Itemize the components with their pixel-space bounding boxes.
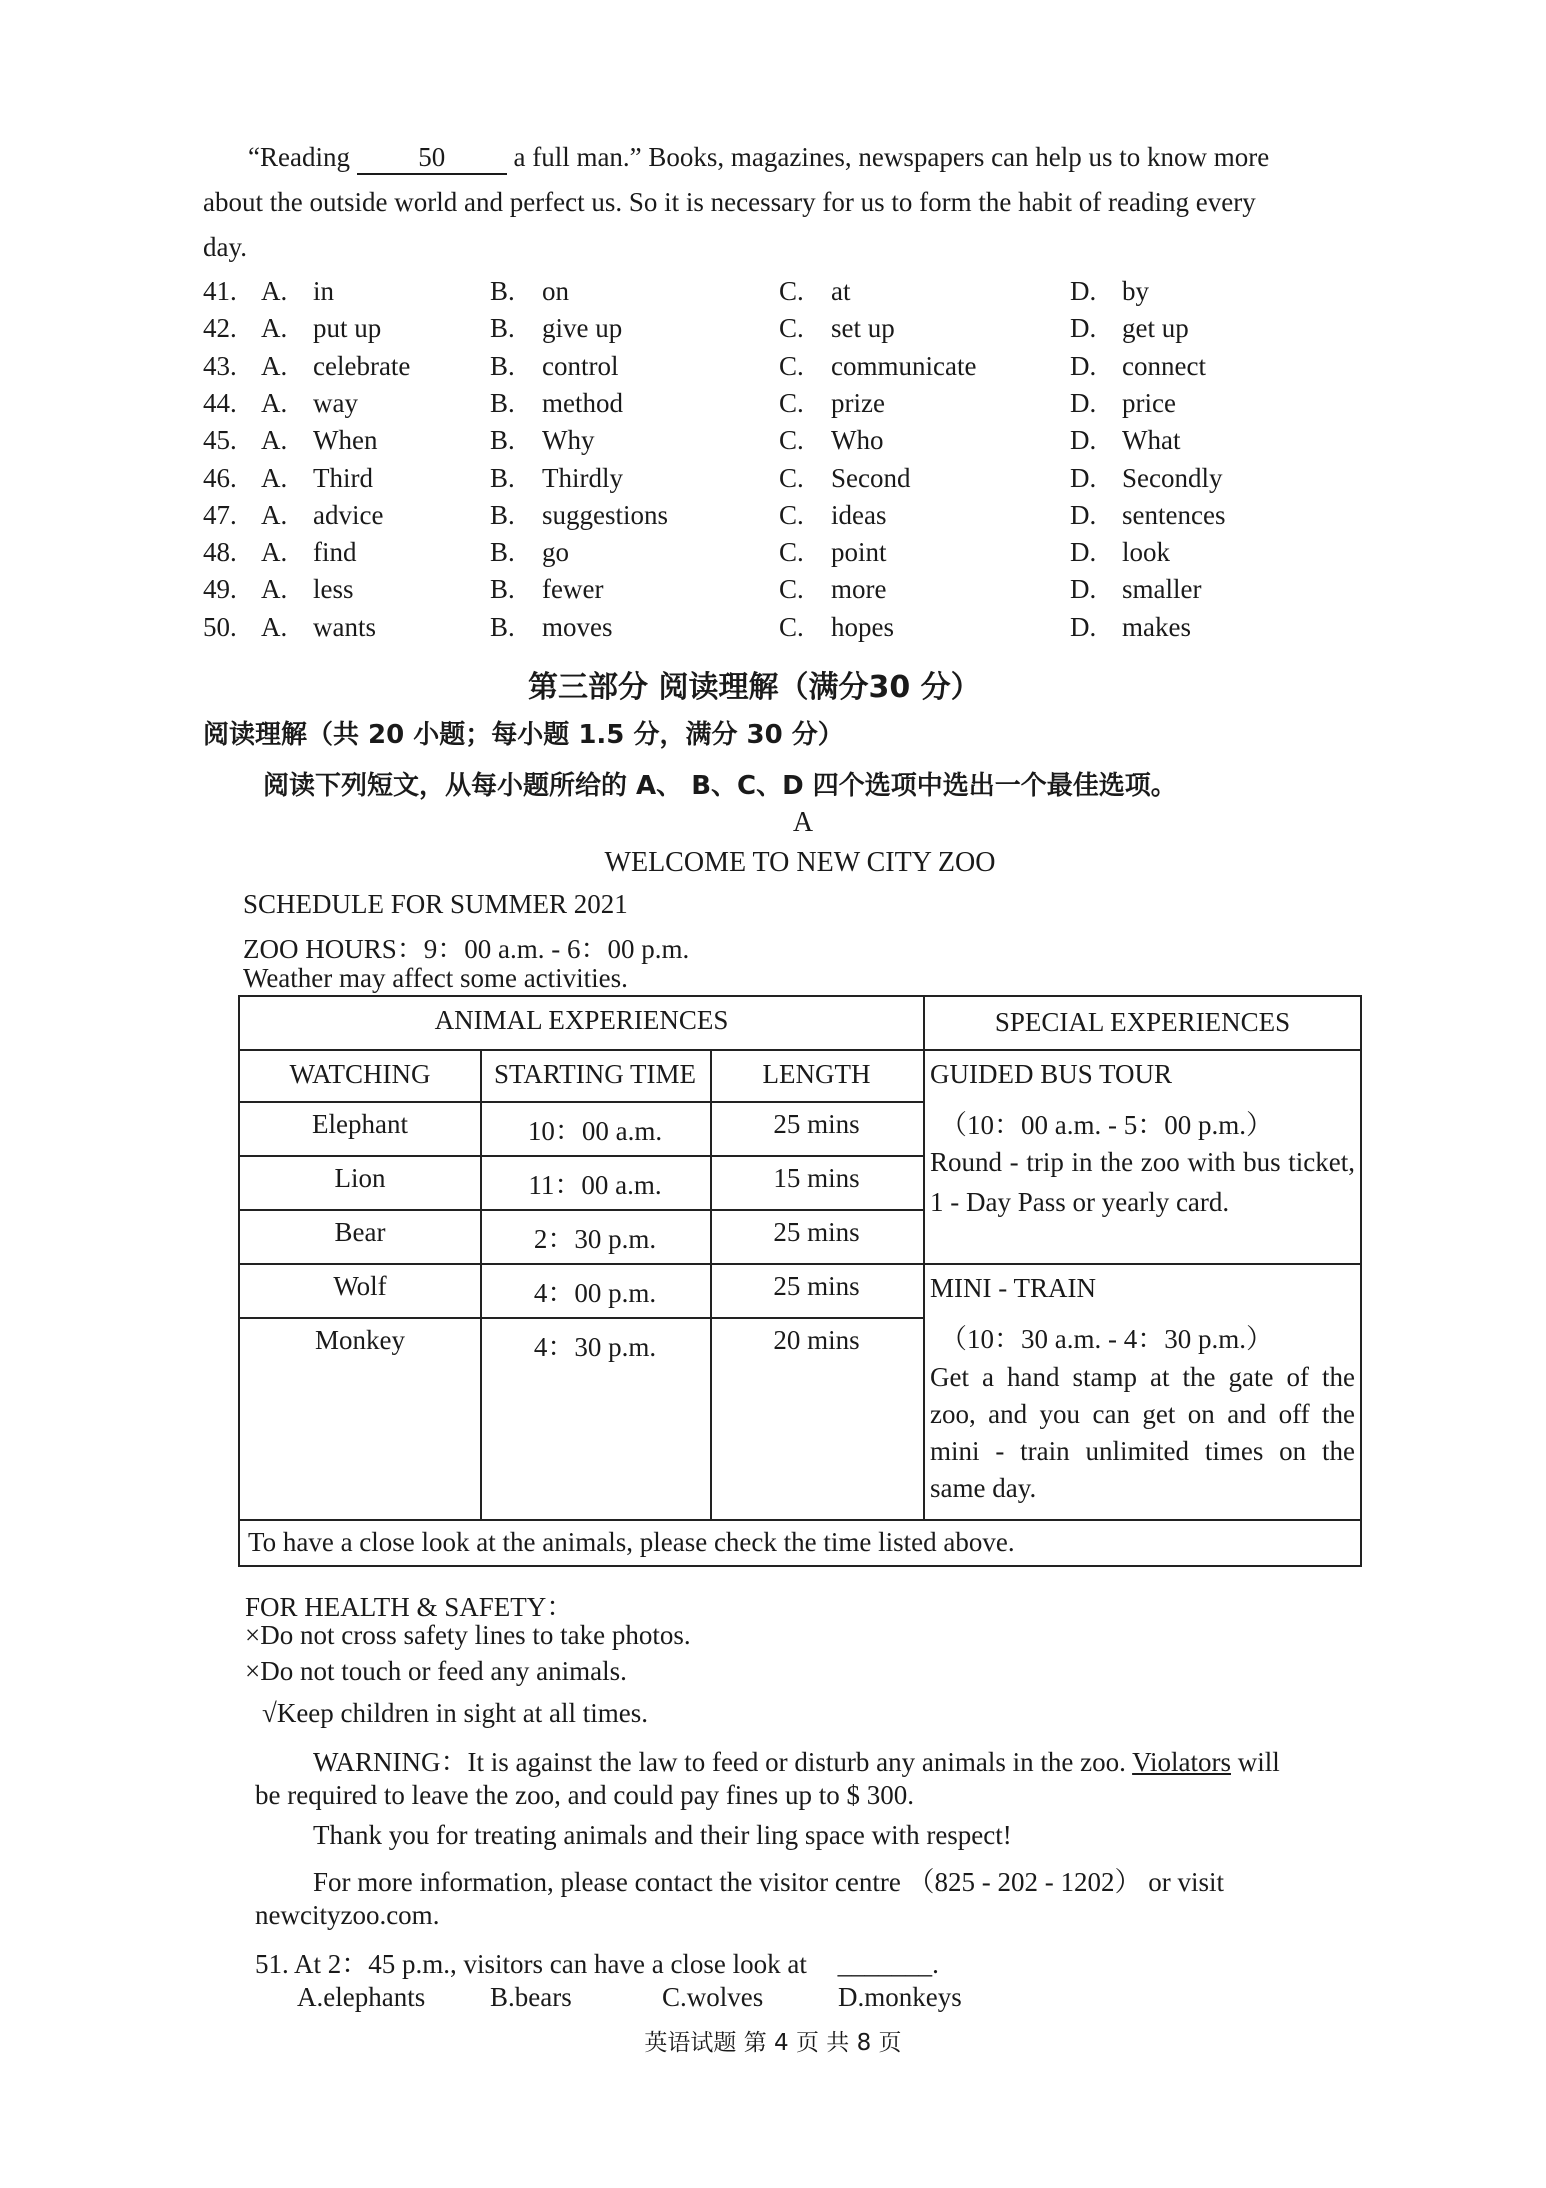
option-text: smaller [1122,574,1202,605]
question-row [203,612,1403,649]
starting-time: 10：00 a.m. [527,1116,663,1146]
option-letter: D. [1070,313,1097,344]
option-letter: A. [261,387,288,418]
mini-train-desc: Get a hand stamp at the gate of the zoo, and you can get on and off the mini - train unlimited times on the same day. [930,1362,1355,1503]
option-a [261,351,410,382]
option-letter: A. [261,537,288,568]
option-text: give up [542,313,623,344]
option-letter: C. [779,574,804,605]
option-b [490,388,623,419]
starting-time: 11：00 a.m. [528,1170,662,1200]
warning-text-end: will [1230,1747,1280,1777]
question-row [203,351,1403,388]
table-footnote: To have a close look at the animals, please check the time listed above. [248,1527,1015,1557]
option-b [490,351,618,382]
blank-number: 50 [418,142,446,172]
option-letter: B. [490,313,515,344]
question-row [203,463,1403,500]
option-c [779,612,894,643]
length-value: 25 mins [773,1217,860,1247]
passage-label: A [792,807,814,838]
option-text: ideas [831,499,887,530]
bus-tour-title: GUIDED BUS TOUR [930,1059,1173,1089]
passage-line-2: about the outside world and perfect us. So it is necessary for us to form the habit of reading every [203,187,1256,217]
option-letter: B. [490,462,515,493]
option-d [1070,388,1176,419]
q51-option-b: B.bears [490,1982,572,2012]
option-text: put up [313,313,382,344]
option-letter: B. [490,276,515,306]
q51-option-c: C.wolves [662,1982,764,2012]
answer-blank-50 [357,141,507,175]
question-number: 46. [203,462,237,493]
option-letter: A. [261,462,288,493]
weather-note: Weather may affect some activities. [243,963,628,993]
option-d [1070,425,1180,456]
special-experiences-header: SPECIAL EXPERIENCES [994,1007,1291,1037]
option-text: by [1122,276,1149,306]
option-letter: B. [490,574,515,605]
bus-tour-desc: Round - trip in the zoo with bus ticket, 1 - Day Pass or yearly card. [930,1147,1355,1217]
option-text: on [542,276,569,306]
option-text: prize [831,387,885,418]
option-letter: D. [1070,425,1097,456]
option-text: sentences [1122,499,1226,530]
option-a [261,463,373,494]
option-letter: A. [261,350,288,381]
safety-rule-3: √Keep children in sight at all times. [262,1698,648,1728]
option-text: Why [542,425,595,456]
page-footer: 英语试题 第 4 页 共 8 页 [644,2030,902,2056]
option-text: hopes [831,611,894,642]
question-number: 47. [203,499,237,530]
option-letter: C. [779,350,804,381]
question-number: 49. [203,574,237,605]
animal-name: Bear [334,1217,386,1247]
option-c [779,463,910,494]
option-text: method [542,387,623,418]
option-text: fewer [542,574,604,605]
option-text: connect [1122,350,1206,381]
option-a [261,425,377,456]
option-letter: D. [1070,574,1097,605]
section-title: 第三部分 阅读理解（满分30 分） [528,670,981,705]
option-letter: A. [261,425,288,456]
col-length: LENGTH [762,1059,871,1089]
option-d [1070,276,1149,307]
mini-train-title: MINI - TRAIN [930,1273,1096,1303]
option-letter: A. [261,313,288,344]
option-letter: B. [490,387,515,418]
option-d [1070,313,1189,344]
option-text: set up [831,313,895,344]
option-c [779,425,883,456]
contact-line-2: newcityzoo.com. [255,1900,440,1930]
warning-line-1 [313,1740,1373,1779]
q51-option-d: D.monkeys [838,1982,962,2012]
starting-time: 2：30 p.m. [533,1224,657,1254]
option-c [779,500,886,531]
option-text: celebrate [313,350,411,381]
option-b [490,276,569,307]
option-letter: D. [1070,499,1097,530]
option-text: at [831,276,851,306]
option-b [490,313,622,344]
length-value: 20 mins [773,1325,860,1355]
option-a [261,388,358,419]
option-text: more [831,574,887,605]
question-number: 50. [203,611,237,642]
option-letter: C. [779,313,804,344]
option-letter: D. [1070,462,1097,493]
option-text: go [542,537,569,568]
col-watching: WATCHING [289,1059,431,1089]
option-letter: C. [779,425,804,456]
question-number: 45. [203,425,237,456]
option-c [779,276,851,307]
option-text: in [313,276,335,306]
safety-title: FOR HEALTH & SAFETY： [245,1592,574,1622]
question-row [203,388,1403,425]
option-text: Who [831,425,884,456]
option-a [261,612,376,643]
option-text: point [831,537,887,568]
section-subtitle: 阅读理解（共 20 小题；每小题 1.5 分，满分 30 分） [203,720,844,750]
option-text: makes [1122,611,1191,642]
question-51-blank: _______. [837,1949,939,1979]
option-c [779,574,886,605]
warning-underlined-word: Violators [1132,1747,1231,1777]
option-a [261,276,334,307]
option-c [779,537,887,568]
option-letter: D. [1070,387,1097,418]
question-number: 44. [203,387,237,418]
safety-rule-1: ×Do not cross safety lines to take photos. [245,1620,691,1650]
mini-train-time: （10：30 a.m. - 4：30 p.m.） [940,1324,1273,1354]
starting-time: 4：30 p.m. [533,1332,657,1362]
question-51-stem [255,1942,939,1981]
option-text: less [313,574,354,605]
option-text: Secondly [1122,462,1223,493]
animal-name: Monkey [315,1325,405,1355]
animal-experiences-header: ANIMAL EXPERIENCES [434,1005,729,1035]
option-text: control [542,350,619,381]
passage-line-3: day. [203,232,247,262]
option-text: When [313,425,378,456]
zoo-schedule-table [238,995,1362,1567]
question-row [203,537,1403,574]
option-letter: C. [779,499,804,530]
option-text: suggestions [542,499,669,530]
option-text: What [1122,425,1181,456]
zoo-title: WELCOME TO NEW CITY ZOO [604,847,996,878]
option-a [261,574,354,605]
passage-line-1 [248,135,1378,179]
option-text: communicate [831,350,977,381]
option-letter: D. [1070,350,1097,381]
question-number: 41. [203,276,237,306]
option-text: look [1122,537,1171,568]
option-letter: C. [779,611,804,642]
length-value: 25 mins [773,1271,860,1301]
option-c [779,388,885,419]
option-b [490,612,613,643]
question-row [203,425,1403,462]
option-text: Second [831,462,911,493]
option-letter: D. [1070,611,1097,642]
question-row [203,574,1403,611]
option-letter: A. [261,574,288,605]
warning-label: WARNING： [313,1747,468,1777]
thanks-line: Thank you for treating animals and their ling space with respect! [313,1820,1012,1850]
option-d [1070,463,1223,494]
option-letter: D. [1070,276,1097,306]
option-a [261,537,357,568]
option-letter: D. [1070,537,1097,568]
option-letter: C. [779,387,804,418]
question-row [203,500,1403,537]
contact-line-1: For more information, please contact the visitor centre （825 - 202 - 1202） or visit [313,1867,1225,1897]
animal-name: Lion [334,1163,386,1193]
q51-option-a: A.elephants [297,1982,426,2012]
option-letter: B. [490,537,515,568]
option-letter: C. [779,276,804,306]
option-a [261,500,383,531]
animal-name: Elephant [312,1109,408,1139]
warning-line-2: be required to leave the zoo, and could pay fines up to $ 300. [255,1780,915,1810]
option-letter: B. [490,350,515,381]
length-value: 15 mins [773,1163,860,1193]
option-b [490,500,668,531]
option-text: Thirdly [542,462,623,493]
passage-text: a full man.” Books, magazines, newspapers can help us to know more [506,142,1270,172]
question-number: 43. [203,350,237,381]
option-letter: C. [779,537,804,568]
option-c [779,313,895,344]
option-text: price [1122,387,1176,418]
question-51-text: 51. At 2：45 p.m., visitors can have a close look at [255,1949,807,1979]
option-text: find [313,537,357,568]
starting-time: 4：00 p.m. [533,1278,657,1308]
zoo-hours: ZOO HOURS：9：00 a.m. - 6：00 p.m. [243,934,690,964]
option-c [779,351,976,382]
option-text: wants [313,611,376,642]
option-letter: B. [490,499,515,530]
option-a [261,313,381,344]
option-d [1070,574,1201,605]
option-text: get up [1122,313,1189,344]
option-d [1070,537,1170,568]
option-d [1070,500,1225,531]
option-d [1070,351,1206,382]
section-instruction: 阅读下列短文，从每小题所给的 A、 B、C、D 四个选项中选出一个最佳选项。 [263,771,1177,801]
option-letter: C. [779,462,804,493]
question-row [203,276,1403,313]
safety-rule-2: ×Do not touch or feed any animals. [245,1656,627,1686]
option-d [1070,612,1191,643]
option-b [490,463,623,494]
option-text: moves [542,611,613,642]
passage-text: “Reading [248,142,357,172]
option-letter: B. [490,611,515,642]
question-number: 48. [203,537,237,568]
schedule-title: SCHEDULE FOR SUMMER 2021 [243,889,628,919]
bus-tour-time: （10：00 a.m. - 5：00 p.m.） [940,1110,1273,1140]
question-number: 42. [203,313,237,344]
option-letter: A. [261,276,288,306]
option-text: Third [313,462,373,493]
option-letter: B. [490,425,515,456]
option-text: advice [313,499,384,530]
option-b [490,574,603,605]
question-row [203,313,1403,350]
option-b [490,425,594,456]
warning-text: It is against the law to feed or disturb any animals in the zoo. [467,1747,1133,1777]
option-letter: A. [261,499,288,530]
option-letter: A. [261,611,288,642]
option-text: way [313,387,358,418]
animal-name: Wolf [333,1271,387,1301]
option-b [490,537,569,568]
length-value: 25 mins [773,1109,860,1139]
col-starting-time: STARTING TIME [494,1059,696,1089]
